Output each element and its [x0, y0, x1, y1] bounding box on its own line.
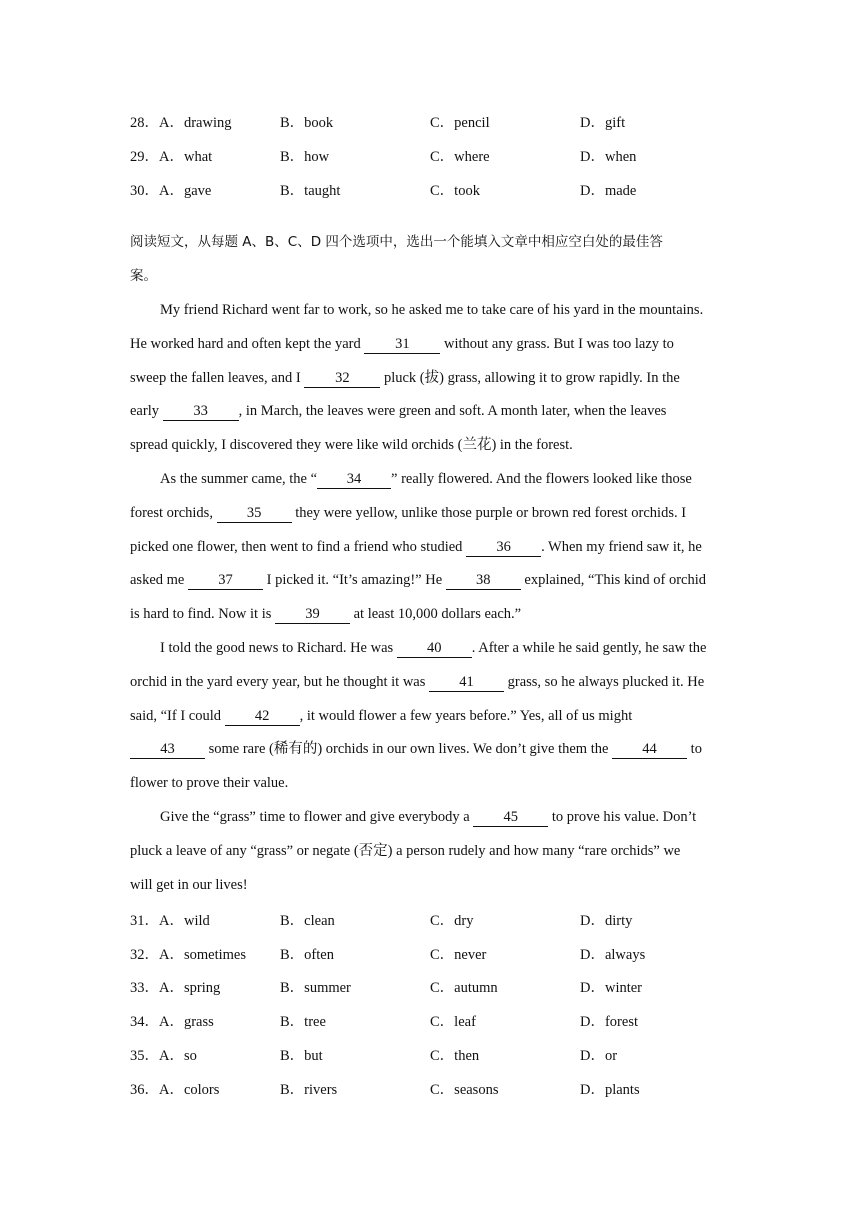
instruction-line: 案。: [130, 268, 157, 285]
option-a: 29．A．what: [130, 149, 213, 166]
passage-line: pluck a leave of any “grass” or negate (否定) a person rudely and how many “rare orchids” we: [130, 842, 681, 859]
blank-32[interactable]: 32: [304, 371, 380, 388]
passage-line: asked me 37 I picked it. “It’s amazing!” He 38 explained, “This kind of orchid: [130, 572, 707, 589]
previous-questions: [130, 105, 730, 206]
question-options: [130, 902, 730, 1105]
question-row: [130, 139, 730, 173]
passage-line: I told the good news to Richard. He was 40 . After a while he said gently, he saw the: [160, 639, 707, 656]
option-c: C．where: [430, 149, 490, 166]
option-c[interactable]: C．leaf: [430, 1014, 476, 1031]
instruction-line: 阅读短文，从每题 A、B、C、D 四个选项中，选出一个能填入文章中相应空白处的最佳答: [130, 234, 663, 251]
option-d: D．made: [580, 182, 637, 199]
option-d[interactable]: D．plants: [580, 1081, 640, 1098]
passage-line: As the summer came, the “ 34 ” really flowered. And the flowers looked like those: [160, 470, 692, 487]
passage-line: sweep the fallen leaves, and I 32 pluck (拔) grass, allowing it to grow rapidly. In the: [130, 369, 680, 386]
passage-line: flower to prove their value.: [130, 775, 289, 792]
passage-line: forest orchids, 35 they were yellow, unlike those purple or brown red forest orchids. I: [130, 504, 687, 521]
option-d[interactable]: D．winter: [580, 980, 643, 997]
option-c[interactable]: C．never: [430, 946, 487, 963]
passage-line: orchid in the yard every year, but he thought it was 41 grass, so he always plucked it. He: [130, 673, 705, 690]
question-row: [130, 105, 730, 139]
blank-34[interactable]: 34: [317, 472, 391, 489]
passage-line: spread quickly, I discovered they were like wild orchids (兰花) in the forest.: [130, 437, 573, 454]
passage-line: My friend Richard went far to work, so he asked me to take care of his yard in the mountains.: [160, 301, 704, 318]
blank-43[interactable]: 43: [130, 742, 205, 759]
option-c: C．took: [430, 182, 480, 199]
option-b[interactable]: B．rivers: [280, 1081, 338, 1098]
blank-36[interactable]: 36: [466, 540, 541, 557]
passage-line: is hard to find. Now it is 39 at least 10,000 dollars each.”: [130, 606, 522, 623]
option-b[interactable]: B．often: [280, 946, 334, 963]
option-d: D．gift: [580, 115, 626, 132]
option-d: D．when: [580, 149, 637, 166]
option-a[interactable]: 32．A．sometimes: [130, 946, 246, 963]
passage-line: said, “If I could 42 , it would flower a few years before.” Yes, all of us might: [130, 707, 633, 724]
passage-line: will get in our lives!: [130, 876, 248, 893]
blank-37[interactable]: 37: [188, 573, 263, 590]
option-a[interactable]: 34．A．grass: [130, 1014, 214, 1031]
option-a[interactable]: 35．A．so: [130, 1047, 197, 1064]
blank-31[interactable]: 31: [364, 337, 440, 354]
blank-41[interactable]: 41: [429, 675, 504, 692]
option-b[interactable]: B．but: [280, 1047, 323, 1064]
passage-line: He worked hard and often kept the yard 31 without any grass. But I was too lazy to: [130, 335, 674, 352]
option-b[interactable]: B．tree: [280, 1014, 326, 1031]
option-c[interactable]: C．dry: [430, 912, 474, 929]
option-b[interactable]: B．summer: [280, 980, 351, 997]
passage-line: 43 some rare (稀有的) orchids in our own lives. We don’t give them the 44 to: [130, 733, 730, 767]
passage-line: Give the “grass” time to flower and give everybody a 45 to prove his value. Don’t: [160, 808, 697, 825]
blank-42[interactable]: 42: [225, 709, 300, 726]
option-d[interactable]: D．always: [580, 946, 646, 963]
option-a: 30．A．gave: [130, 182, 212, 199]
passage-line: early 33 , in March, the leaves were green and soft. A month later, when the leaves: [130, 403, 667, 420]
option-b[interactable]: B．clean: [280, 912, 335, 929]
option-b: B．how: [280, 149, 330, 166]
document-page: [130, 105, 730, 1105]
option-d[interactable]: D．dirty: [580, 912, 633, 929]
blank-44[interactable]: 44: [612, 742, 687, 759]
blank-33[interactable]: 33: [163, 404, 239, 421]
option-c: C．pencil: [430, 115, 490, 132]
option-a[interactable]: 33．A．spring: [130, 980, 221, 997]
blank-45[interactable]: 45: [473, 810, 548, 827]
option-a[interactable]: 36．A．colors: [130, 1081, 220, 1098]
option-c[interactable]: C．then: [430, 1047, 480, 1064]
question-row: [130, 173, 730, 207]
question-row: [130, 936, 730, 970]
blank-40[interactable]: 40: [397, 641, 472, 658]
passage: [130, 294, 730, 902]
question-row: [130, 970, 730, 1004]
option-b: B．book: [280, 115, 334, 132]
blank-39[interactable]: 39: [275, 607, 350, 624]
passage-line: picked one flower, then went to find a friend who studied 36 . When my friend saw it, he: [130, 538, 702, 555]
option-d[interactable]: D．forest: [580, 1014, 638, 1031]
question-row: [130, 1004, 730, 1038]
option-c[interactable]: C．seasons: [430, 1081, 499, 1098]
option-d[interactable]: D．or: [580, 1047, 618, 1064]
option-c[interactable]: C．autumn: [430, 980, 498, 997]
question-row: [130, 902, 730, 936]
question-row: [130, 1038, 730, 1072]
blank-38[interactable]: 38: [446, 573, 521, 590]
question-row: [130, 1071, 730, 1105]
option-a[interactable]: 31．A．wild: [130, 912, 210, 929]
blank-35[interactable]: 35: [217, 506, 292, 523]
option-a: 28．A．drawing: [130, 115, 232, 132]
option-b: B．taught: [280, 182, 341, 199]
